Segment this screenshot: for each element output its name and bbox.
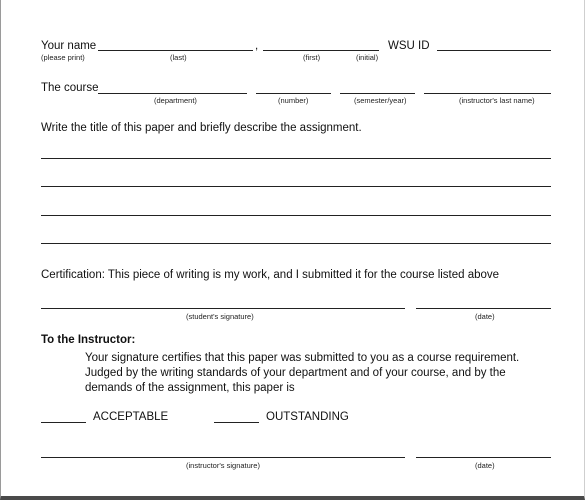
department-line[interactable] xyxy=(98,93,247,94)
outstanding-checkline[interactable] xyxy=(214,422,259,423)
initial-caption: (initial) xyxy=(356,53,379,62)
last-name-line[interactable] xyxy=(98,50,253,51)
certification-text: Certification: This piece of writing is my work, and I submitted it for the course listed above xyxy=(41,269,500,281)
instructor-text-line-2: Judged by the writing standards of your department and of your course, and by the xyxy=(85,367,506,379)
description-line-3[interactable] xyxy=(41,215,551,216)
acceptable-checkline[interactable] xyxy=(41,422,86,423)
name-comma: , xyxy=(255,40,259,52)
semester-line[interactable] xyxy=(340,93,415,94)
instructor-heading: To the Instructor: xyxy=(41,334,136,346)
student-date-caption: (date) xyxy=(475,312,495,321)
first-initial-line[interactable] xyxy=(263,50,379,51)
wsu-id-label: WSU ID xyxy=(388,40,430,52)
instructor-name-line[interactable] xyxy=(424,93,551,94)
student-signature-line[interactable] xyxy=(41,308,405,309)
instructor-last-name-caption: (instructor's last name) xyxy=(459,96,535,105)
instructor-date-line[interactable] xyxy=(416,457,551,458)
course-number-line[interactable] xyxy=(256,93,331,94)
instructor-signature-line[interactable] xyxy=(41,457,405,458)
wsu-id-line[interactable] xyxy=(437,50,551,51)
department-caption: (department) xyxy=(154,96,197,105)
course-label: The course xyxy=(41,82,99,94)
title-prompt: Write the title of this paper and briefly describe the assignment. xyxy=(41,122,362,134)
number-caption: (number) xyxy=(278,96,309,105)
first-caption: (first) xyxy=(303,53,321,62)
instructor-signature-caption: (instructor's signature) xyxy=(186,461,260,470)
description-line-4[interactable] xyxy=(41,243,551,244)
description-line-1[interactable] xyxy=(41,158,551,159)
acceptable-label: ACCEPTABLE xyxy=(93,411,169,423)
please-print-caption: (please print) xyxy=(41,53,85,62)
description-line-2[interactable] xyxy=(41,186,551,187)
last-caption: (last) xyxy=(170,53,187,62)
student-signature-caption: (student's signature) xyxy=(186,312,254,321)
outstanding-label: OUTSTANDING xyxy=(266,411,349,423)
your-name-label: Your name xyxy=(41,40,97,52)
semester-caption: (semester/year) xyxy=(354,96,407,105)
student-date-line[interactable] xyxy=(416,308,551,309)
instructor-text-line-1: Your signature certifies that this paper was submitted to you as a course requirement. xyxy=(85,352,520,364)
instructor-date-caption: (date) xyxy=(475,461,495,470)
instructor-text-line-3: demands of the assignment, this paper is xyxy=(85,382,295,394)
